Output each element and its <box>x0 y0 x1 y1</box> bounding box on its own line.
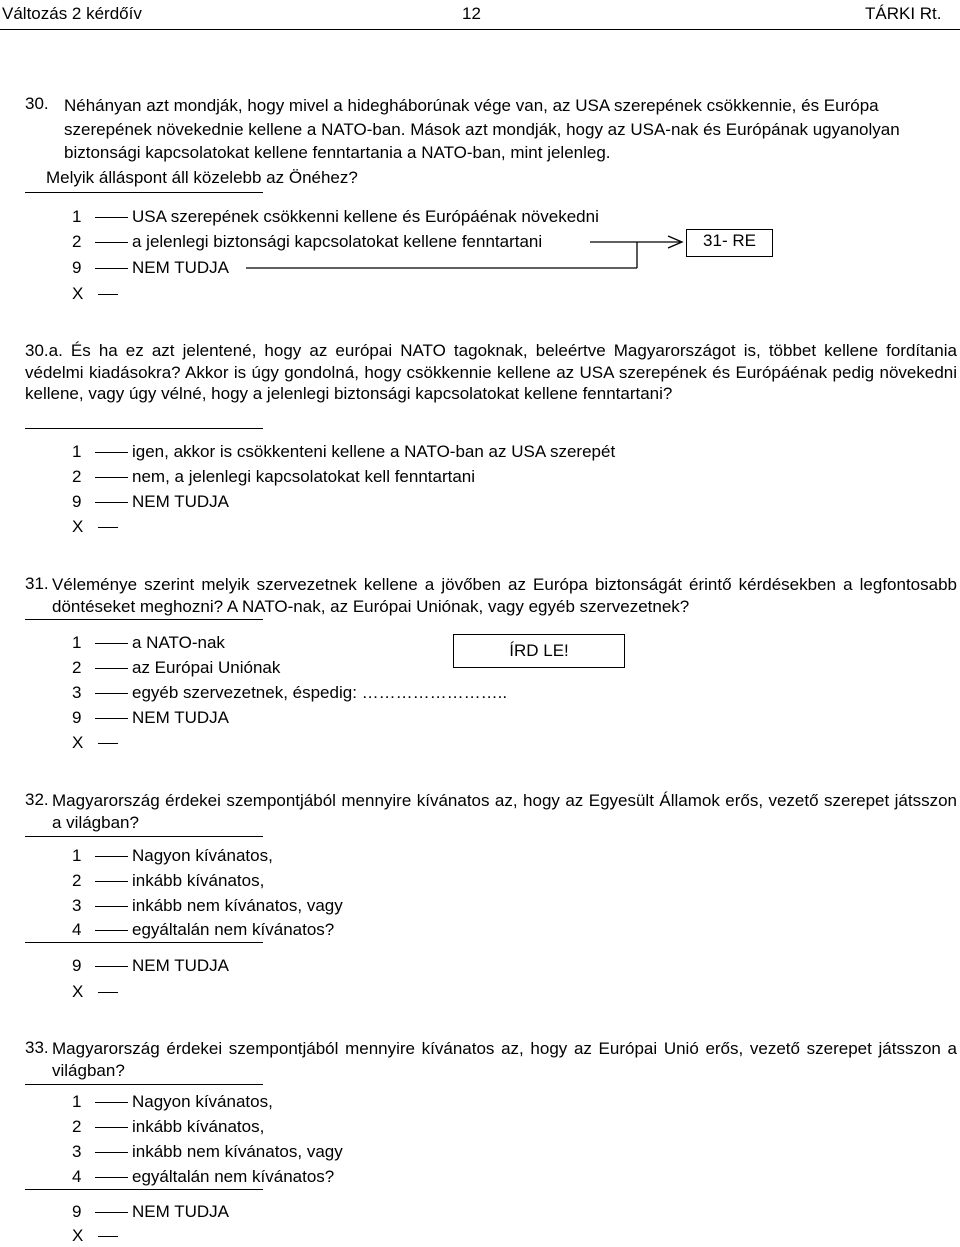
option-label: egyáltalán nem kívánatos? <box>132 1167 335 1186</box>
option-dash <box>95 452 128 453</box>
q32-rule-bottom <box>25 942 263 943</box>
option-code: 1 <box>72 846 82 865</box>
option-label: inkább kívánatos, <box>132 1117 265 1136</box>
option-code: 2 <box>72 1117 82 1136</box>
option-label: az Európai Uniónak <box>132 658 281 677</box>
option-label: NEM TUDJA <box>132 956 229 975</box>
option-dash <box>95 1212 128 1213</box>
header-right: TÁRKI Rt. <box>865 4 942 23</box>
instruction-box: ÍRD LE! <box>453 634 625 668</box>
option-code: 1 <box>72 442 82 461</box>
q33-rule-top <box>25 1084 263 1085</box>
option-code: 2 <box>72 871 82 890</box>
q32-text: Magyarország érdekei szempontjából mennyire kívánatos az, hogy az Egyesült Államok erős, vezető szerepet játsszon a világban? <box>52 791 957 832</box>
option-dash <box>95 502 128 503</box>
option-dash <box>98 527 118 528</box>
option-label: igen, akkor is csökkenteni kellene a NATO-ban az USA szerepét <box>132 442 616 461</box>
q31-rule <box>25 619 263 620</box>
option-label: inkább nem kívánatos, vagy <box>132 1142 343 1161</box>
option-code: 3 <box>72 683 82 702</box>
option-dash <box>95 1152 128 1153</box>
option-code: 3 <box>72 1142 82 1161</box>
option-code: X <box>72 982 84 1001</box>
option-code: 2 <box>72 232 82 251</box>
option-label: nem, a jelenlegi kapcsolatokat kell fenntartani <box>132 467 476 486</box>
q30a-text: 30.a. És ha ez azt jelentené, hogy az európai NATO tagoknak, beleértve Magyarországot is, többet kellene fordítania védelmi kiadásokra? Akkor is úgy gondolná, hogy csökkennie kellene az USA szerepének és Európáénak pedig növekedni kellene, vagy úgy vélné, hogy a jelenlegi biztonsági kapcsolatokat kellene fenntartani? <box>25 341 957 403</box>
option-label: NEM TUDJA <box>132 708 229 727</box>
option-dash <box>95 1127 128 1128</box>
skip-box: 31- RE <box>686 229 773 257</box>
option-dash <box>95 718 128 719</box>
option-label: inkább kívánatos, <box>132 871 265 890</box>
option-label: a jelenlegi biztonsági kapcsolatokat kellene fenntartani <box>132 232 543 251</box>
option-label: inkább nem kívánatos, vagy <box>132 896 343 915</box>
option-label: a NATO-nak <box>132 633 225 652</box>
option-code: X <box>72 284 84 303</box>
q30a-rule <box>25 428 263 429</box>
option-code: 1 <box>72 1092 82 1111</box>
option-code: 9 <box>72 258 82 277</box>
option-dash <box>95 930 128 931</box>
option-label: NEM TUDJA <box>132 1202 229 1221</box>
option-code: X <box>72 1226 84 1245</box>
option-code: 9 <box>72 708 82 727</box>
option-dash <box>95 856 128 857</box>
option-label: Nagyon kívánatos, <box>132 846 273 865</box>
option-label: Nagyon kívánatos, <box>132 1092 273 1111</box>
option-code: 2 <box>72 658 82 677</box>
option-code: 2 <box>72 467 82 486</box>
option-dash <box>95 643 128 644</box>
option-code: 1 <box>72 207 82 226</box>
q30-text: Néhányan azt mondják, hogy mivel a hidegháborúnak vége van, az USA szerepének csökkennie, és Európa szerepének növekednie kellene a NATO-ban. Mások azt mondják, hogy az USA-nak és Európának ugyanolyan biztonsági kapcsolatokat kellene fenntartania a NATO-ban, mint jelenleg. <box>64 96 900 162</box>
q32-rule-top <box>25 836 263 837</box>
option-label: egyáltalán nem kívánatos? <box>132 920 335 939</box>
q32-number: 32. <box>25 790 49 809</box>
skip-connector-lines <box>0 0 960 320</box>
option-dash <box>95 477 128 478</box>
q30-number: 30. <box>25 94 49 113</box>
page-number: 12 <box>462 4 481 23</box>
option-dash <box>98 1236 118 1237</box>
option-code: 1 <box>72 633 82 652</box>
option-code: 9 <box>72 1202 82 1221</box>
option-label: USA szerepének csökkenni kellene és Európáénak növekedni <box>132 207 599 226</box>
option-label: NEM TUDJA <box>132 258 229 277</box>
option-code: X <box>72 517 84 536</box>
option-label: NEM TUDJA <box>132 492 229 511</box>
option-code: 4 <box>72 920 82 939</box>
option-code: 4 <box>72 1167 82 1186</box>
q33-text: Magyarország érdekei szempontjából mennyire kívánatos az, hogy az Európai Unió erős, vezető szerepet játsszon a világban? <box>52 1039 957 1080</box>
q31-number: 31. <box>25 574 49 593</box>
header-left: Változás 2 kérdőív <box>2 4 142 23</box>
option-dash <box>95 966 128 967</box>
q30-subquestion: Melyik álláspont áll közelebb az Önéhez? <box>46 168 358 187</box>
option-dash <box>95 906 128 907</box>
option-dash <box>98 743 118 744</box>
option-dash <box>95 1102 128 1103</box>
option-code: 3 <box>72 896 82 915</box>
option-dash <box>95 693 128 694</box>
option-label: egyéb szervezetnek, éspedig: …………………….. <box>132 683 508 702</box>
q33-number: 33. <box>25 1038 49 1057</box>
option-code: X <box>72 733 84 752</box>
option-dash <box>95 1177 128 1178</box>
option-code: 9 <box>72 956 82 975</box>
option-dash <box>98 992 118 993</box>
q31-text: Véleménye szerint melyik szervezetnek kellene a jövőben az Európa biztonságát érintő kérdésekben a legfontosabb döntéseket meghozni? A NATO-nak, az Európai Uniónak, vagy egyéb szervezetnek? <box>52 575 957 616</box>
q33-rule-bottom <box>25 1189 263 1190</box>
option-dash <box>95 668 128 669</box>
option-code: 9 <box>72 492 82 511</box>
option-dash <box>95 881 128 882</box>
